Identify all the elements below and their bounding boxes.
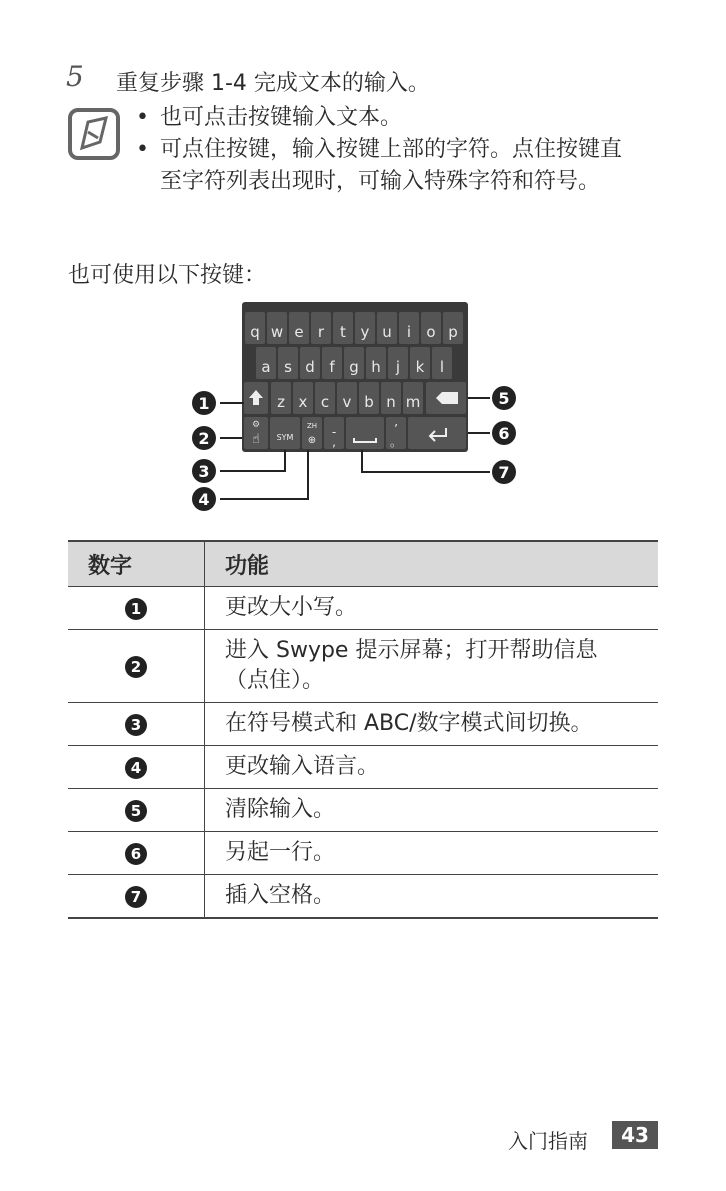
table-row bbox=[68, 789, 658, 832]
step-number: 5 bbox=[66, 60, 84, 93]
note-item: • 也可点击按键输入文本。 bbox=[136, 102, 636, 134]
key-label: b bbox=[364, 393, 374, 411]
key-label: j bbox=[395, 358, 401, 376]
key-label: l bbox=[439, 358, 445, 376]
table-row bbox=[68, 630, 658, 703]
number-badge: 1 bbox=[125, 598, 147, 620]
number-badge: 5 bbox=[125, 800, 147, 822]
callout-label: 5 bbox=[498, 389, 510, 408]
callout-label: 3 bbox=[198, 462, 210, 481]
key-label: u bbox=[382, 323, 392, 341]
function-text: 进入 Swype 提示屏幕；打开帮助信息（点住）。 bbox=[205, 630, 659, 703]
key-label: m bbox=[405, 393, 421, 411]
enter-key bbox=[408, 417, 466, 449]
key-label: v bbox=[342, 393, 352, 411]
callout-label: 6 bbox=[498, 424, 510, 443]
language-key-label: ZH bbox=[306, 422, 318, 430]
number-badge: 3 bbox=[125, 714, 147, 736]
key-label: r bbox=[317, 323, 325, 341]
step-text: 重复步骤 1-4 完成文本的输入。 bbox=[116, 71, 430, 96]
number-badge: 7 bbox=[125, 886, 147, 908]
function-text: 更改大小写。 bbox=[205, 587, 659, 630]
svg-text:,: , bbox=[332, 435, 336, 449]
note-icon bbox=[68, 108, 120, 160]
note-list bbox=[136, 102, 636, 198]
key-function-table bbox=[68, 540, 658, 919]
key-label: z bbox=[277, 393, 285, 411]
function-text: 在符号模式和 ABC/数字模式间切换。 bbox=[205, 703, 659, 746]
function-text: 插入空格。 bbox=[205, 875, 659, 919]
space-key bbox=[346, 417, 384, 449]
keyboard-illustration bbox=[190, 300, 520, 515]
function-text: 更改输入语言。 bbox=[205, 746, 659, 789]
key-label: f bbox=[329, 358, 335, 376]
key-label: e bbox=[294, 323, 304, 341]
footer-section-label: 入门指南 bbox=[508, 1129, 588, 1153]
table-row bbox=[68, 832, 658, 875]
key-label: d bbox=[305, 358, 315, 376]
callout-label: 2 bbox=[198, 429, 210, 448]
key-label: i bbox=[406, 323, 412, 341]
svg-text:-: - bbox=[331, 425, 337, 439]
callout-label: 7 bbox=[498, 463, 510, 482]
table-row bbox=[68, 587, 658, 630]
key-label: p bbox=[448, 323, 458, 341]
function-text: 清除输入。 bbox=[205, 789, 659, 832]
table-row bbox=[68, 703, 658, 746]
key-label: y bbox=[360, 323, 370, 341]
key-label: k bbox=[415, 358, 425, 376]
table-header-number: 数字 bbox=[68, 541, 205, 587]
key-label: a bbox=[261, 358, 271, 376]
function-text: 另起一行。 bbox=[205, 832, 659, 875]
globe-icon: ⊕ bbox=[307, 435, 317, 446]
number-badge: 4 bbox=[125, 757, 147, 779]
number-badge: 6 bbox=[125, 843, 147, 865]
key-label: g bbox=[349, 358, 359, 376]
table-header-function: 功能 bbox=[205, 541, 659, 587]
svg-text:☝: ☝ bbox=[252, 432, 260, 447]
note-item: • 可点住按键，输入按键上部的字符。点住按键直至字符列表出现时，可输入特殊字符和符号。 bbox=[136, 134, 636, 198]
callout-label: 1 bbox=[198, 394, 210, 413]
key-label: s bbox=[284, 358, 292, 376]
sym-key-label: SYM bbox=[276, 433, 294, 442]
key-label: c bbox=[320, 393, 330, 411]
table-row bbox=[68, 875, 658, 919]
key-label: q bbox=[250, 323, 260, 341]
key-label: x bbox=[298, 393, 308, 411]
svg-text:’: ’ bbox=[394, 422, 398, 436]
key-label: w bbox=[270, 323, 284, 341]
svg-text:。: 。 bbox=[389, 435, 403, 449]
intro-text: 也可使用以下按键： bbox=[68, 263, 267, 288]
number-badge: 2 bbox=[125, 656, 147, 678]
key-label: o bbox=[426, 323, 436, 341]
key-label: n bbox=[386, 393, 396, 411]
page-number: 43 bbox=[612, 1121, 658, 1149]
key-label: t bbox=[340, 323, 346, 341]
callout-label: 4 bbox=[198, 490, 210, 509]
svg-text:⚙: ⚙ bbox=[251, 420, 261, 430]
table-row bbox=[68, 746, 658, 789]
key-label: h bbox=[371, 358, 381, 376]
